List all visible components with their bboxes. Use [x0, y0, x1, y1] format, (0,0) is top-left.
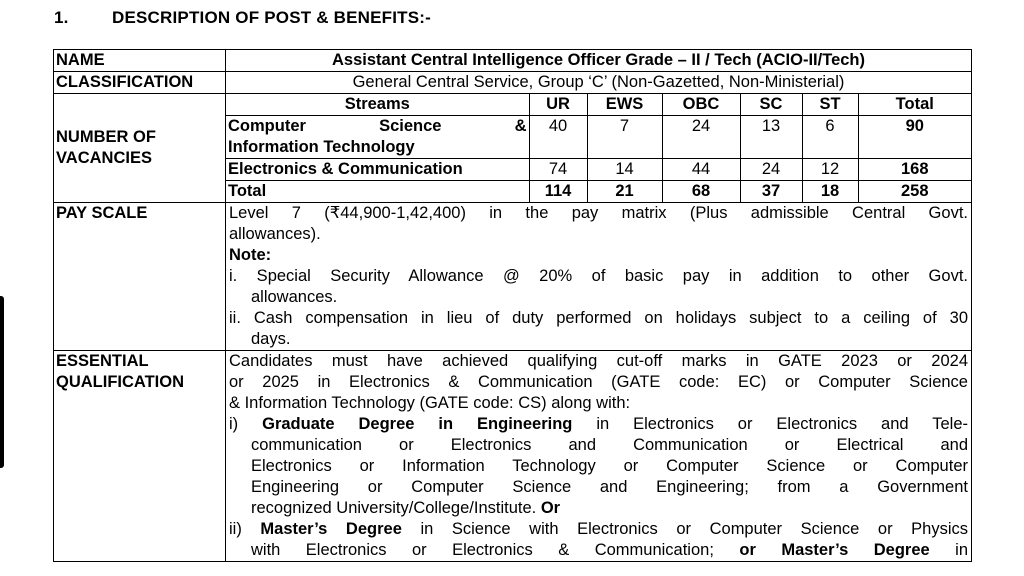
st-total: 18	[802, 181, 858, 203]
pay-scale-label: PAY SCALE	[54, 203, 226, 351]
qualification-intro-line3: & Information Technology (GATE code: CS) along with:	[229, 394, 631, 412]
st-count: 12	[802, 159, 858, 181]
stream-name	[226, 116, 529, 159]
item2-line2-end: in	[955, 541, 968, 559]
table-row	[226, 159, 971, 181]
obc-total: 68	[662, 181, 740, 203]
vacancies-row	[54, 94, 972, 203]
obc-count: 24	[662, 116, 740, 159]
total-count: 168	[858, 159, 971, 181]
ews-count: 7	[587, 116, 662, 159]
left-edge-bar	[0, 296, 4, 468]
ur-count: 40	[529, 116, 587, 159]
stream-name-line1: Computer Science &	[228, 117, 527, 135]
item1-line2: communication or Electronics and Communication or Electrical and	[251, 436, 968, 454]
item2-line2-bold: or Master’s Degree	[739, 541, 930, 559]
item2-line1	[229, 519, 968, 540]
sc-total: 37	[740, 181, 802, 203]
header-ews: EWS	[587, 94, 662, 116]
qualification-row	[54, 351, 972, 562]
item1-bold: Graduate Degree in Engineering	[262, 415, 573, 433]
name-label: NAME	[54, 50, 226, 72]
note-label: Note:	[229, 246, 272, 264]
post-details-table	[53, 49, 972, 562]
item2-line2	[229, 540, 968, 561]
sc-count: 13	[740, 116, 802, 159]
section-heading	[54, 8, 431, 28]
total-count: 90	[858, 116, 971, 159]
qualification-intro-line1: Candidates must have achieved qualifying cut-off marks in GATE 2023 or 2024	[229, 352, 968, 370]
totals-row	[226, 181, 971, 203]
name-row	[54, 50, 972, 72]
ews-total: 21	[587, 181, 662, 203]
item1-line1-rest: in Electronics or Electronics and Tele-	[572, 415, 968, 433]
vacancies-cell	[226, 94, 972, 203]
pay-scale-line2: allowances).	[229, 225, 321, 243]
pay-scale-value	[226, 203, 972, 351]
vacancies-table	[226, 94, 971, 202]
item1-line5	[229, 498, 968, 519]
qualification-value	[226, 351, 972, 562]
totals-label: Total	[226, 181, 529, 203]
sc-count: 24	[740, 159, 802, 181]
classification-row	[54, 72, 972, 94]
vacancies-label-line2: VACANCIES	[56, 149, 152, 167]
note1-line1: i. Special Security Allowance @ 20% of basic pay in addition to other Govt.	[229, 267, 968, 285]
item2-line1-rest: in Science with Electronics or Computer Science or Physics	[401, 520, 968, 538]
ur-count: 74	[529, 159, 587, 181]
vacancies-label	[54, 94, 226, 203]
stream-name: Electronics & Communication	[226, 159, 529, 181]
vacancies-header-row	[226, 94, 971, 116]
header-total: Total	[858, 94, 971, 116]
obc-count: 44	[662, 159, 740, 181]
header-ur: UR	[529, 94, 587, 116]
pay-scale-row	[54, 203, 972, 351]
item1-line3: Electronics or Information Technology or Computer Science or Computer	[251, 457, 968, 475]
ur-total: 114	[529, 181, 587, 203]
item1-line5-text: recognized University/College/Institute.	[251, 499, 537, 517]
section-number: 1.	[54, 8, 69, 27]
item1-prefix: i)	[229, 415, 239, 433]
ews-count: 14	[587, 159, 662, 181]
table-row	[226, 116, 971, 159]
qualification-label	[54, 351, 226, 562]
stream-name-line2: Information Technology	[228, 138, 415, 156]
section-title: DESCRIPTION OF POST & BENEFITS:-	[112, 8, 432, 27]
item1-or: Or	[540, 499, 561, 517]
grand-total: 258	[858, 181, 971, 203]
vacancies-label-line1: NUMBER OF	[56, 128, 156, 146]
qualification-label-line1: ESSENTIAL	[56, 352, 149, 370]
classification-value: General Central Service, Group ‘C’ (Non-Gazetted, Non-Ministerial)	[226, 72, 972, 94]
item1-line1	[229, 414, 968, 435]
item2-bold: Master’s Degree	[260, 520, 402, 538]
st-count: 6	[802, 116, 858, 159]
item2-line2-text: with Electronics or Electronics & Communication;	[251, 541, 714, 559]
header-sc: SC	[740, 94, 802, 116]
note2-line1: ii. Cash compensation in lieu of duty performed on holidays subject to a ceiling of 30	[229, 309, 968, 327]
note1-line2: allowances.	[251, 288, 338, 306]
item1-line4: Engineering or Computer Science and Engineering; from a Government	[251, 478, 968, 496]
header-streams: Streams	[226, 94, 529, 116]
note2-line2: days.	[251, 330, 291, 348]
pay-scale-line1: Level 7 (₹44,900-1,42,400) in the pay matrix (Plus admissible Central Govt.	[229, 204, 968, 222]
header-st: ST	[802, 94, 858, 116]
header-obc: OBC	[662, 94, 740, 116]
classification-label: CLASSIFICATION	[54, 72, 226, 94]
item2-prefix: ii)	[229, 520, 242, 538]
post-name: Assistant Central Intelligence Officer Grade – II / Tech (ACIO-II/Tech)	[226, 50, 972, 72]
qualification-label-line2: QUALIFICATION	[56, 373, 185, 391]
qualification-intro-line2: or 2025 in Electronics & Communication (GATE code: EC) or Computer Science	[229, 373, 968, 391]
